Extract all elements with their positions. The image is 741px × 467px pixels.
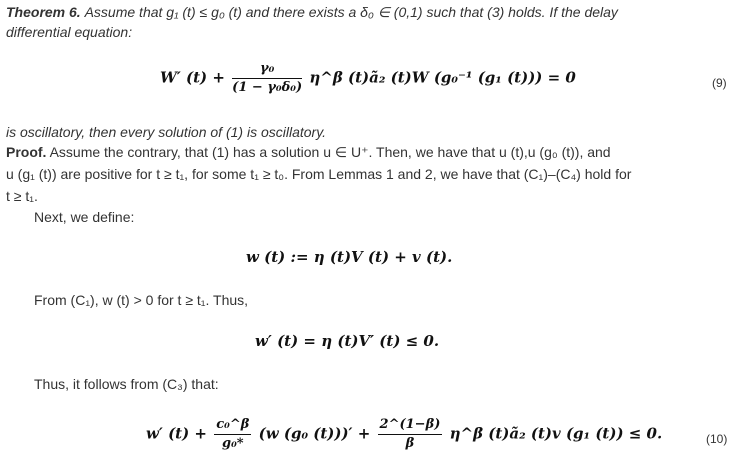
eq10-fraction-1 <box>214 416 251 453</box>
eq9-frac-num: γ₀ <box>232 60 302 79</box>
eq10-frac2-den: β <box>405 436 415 451</box>
eq9-fraction <box>232 60 302 97</box>
proof-text-1: Assume the contrary, that (1) has a solution u ∈ U⁺. Then, we have that u (t),u (g₀ (t)), and <box>49 144 611 160</box>
oscillatory-text: is oscillatory, then every solution of (1) is oscillatory. <box>6 124 327 140</box>
eq9-frac-den: (1 − γ₀δ₀) <box>232 80 303 95</box>
eq10-frac1-num: c₀^β <box>214 416 251 435</box>
equation-9-number: (9) <box>712 76 727 90</box>
eq9-right: η^β (t)ã₂ (t)W (g₀⁻¹ (g₁ (t))) = 0 <box>309 68 576 87</box>
eq9-left: W′ (t) + <box>160 68 225 87</box>
theorem-line-1 <box>6 2 618 22</box>
theorem-text-1: Assume that g₁ (t) ≤ g₀ (t) and there exists a δ₀ ∈ (0,1) such that (3) holds. If the delay <box>84 4 618 20</box>
eq10-right: η^β (t)ã₂ (t)v (g₁ (t)) ≤ 0. <box>449 424 663 443</box>
next-line: Next, we define: <box>34 209 135 225</box>
derivative-equation: w′ (t) = η (t)V′ (t) ≤ 0. <box>255 332 440 350</box>
proof-line-1 <box>6 142 611 162</box>
proof-line-3: t ≥ t₁. <box>6 188 38 204</box>
theorem-line-2: differential equation: <box>6 24 133 40</box>
from-line: From (C₁), w (t) > 0 for t ≥ t₁. Thus, <box>34 292 249 308</box>
equation-9 <box>160 60 576 97</box>
definition-equation: w (t) := η (t)V (t) + v (t). <box>246 248 453 266</box>
equation-10 <box>146 416 662 453</box>
proof-label: Proof. <box>6 144 47 160</box>
eq10-left: w′ (t) + <box>146 424 208 443</box>
equation-10-number: (10) <box>706 432 728 446</box>
eq10-frac2-num: 2^(1−β) <box>378 416 443 435</box>
eq10-mid: (w (g₀ (t)))′ + <box>258 424 371 443</box>
eq10-frac1-den: g₀* <box>222 436 244 451</box>
oscillatory-line <box>6 122 326 142</box>
proof-line-2: u (g₁ (t)) are positive for t ≥ t₁, for some t₁ ≥ t₀. From Lemmas 1 and 2, we have that (C₁)–(C₄) hold for <box>6 166 632 182</box>
thus-line: Thus, it follows from (C₃) that: <box>34 376 219 392</box>
theorem-label: Theorem 6. <box>6 4 81 20</box>
eq10-fraction-2 <box>378 416 443 453</box>
